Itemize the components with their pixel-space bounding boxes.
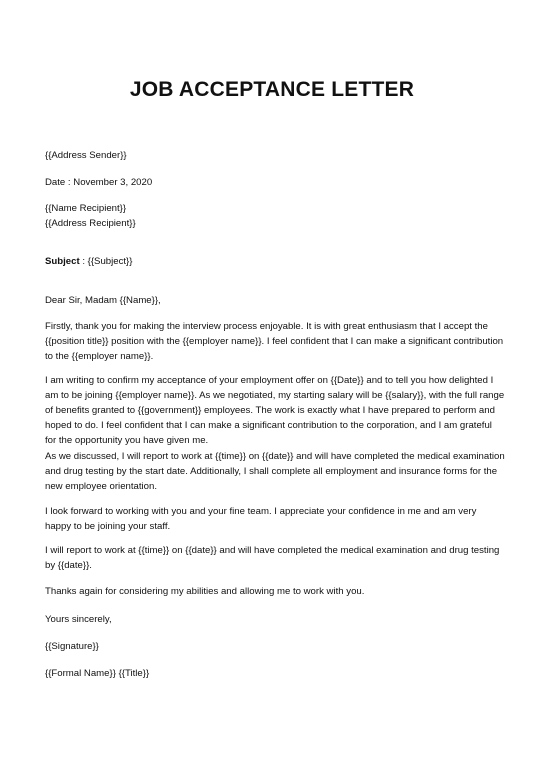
formal-name: {{Formal Name}} {{Title}}: [45, 668, 150, 679]
subject-value: : {{Subject}}: [79, 256, 133, 267]
paragraph-1: Firstly, thank you for making the interview process enjoyable. It is with great enthusiasm that I accept the {{position title}} position with the {{employer name}}. I feel confident that I can make a significant contribution to the {{employer name}}.: [45, 321, 504, 362]
paragraph-4: I look forward to working with you and your fine team. I appreciate your confidence in me and am very happy to be joining your staff.: [45, 506, 477, 532]
subject-line: [45, 254, 505, 269]
sender-address: {{Address Sender}}: [45, 150, 127, 161]
salutation: Dear Sir, Madam {{Name}},: [45, 295, 161, 306]
paragraph-5: I will report to work at {{time}} on {{date}} and will have completed the medical examination and drug testing by {{date}}.: [45, 545, 500, 571]
paragraph-2: I am writing to confirm my acceptance of your employment offer on {{Date}} and to tell you how delighted I am to be joining {{employer name}}. As we negotiated, my starting salary will be {{salary}}, with the full range of benefits granted to {{government}} employees. The work is exactly what I have prepared to perform and hoped to do. I feel confident that I can make a significant contribution to the corporation, and I am grateful for the opportunity you have given me.: [45, 375, 505, 446]
paragraph-6: Thanks again for considering my abilities and allowing me to work with you.: [45, 586, 365, 597]
paragraph-3: As we discussed, I will report to work at {{time}} on {{date}} and will have completed the medical examination and drug testing by the start date. Additionally, I shall complete all employment and insurance forms for the new employee orientation.: [45, 451, 505, 492]
signature: {{Signature}}: [45, 641, 99, 652]
letter-title: JOB ACCEPTANCE LETTER: [129, 78, 415, 101]
closing: Yours sincerely,: [45, 614, 112, 625]
date-line: Date : November 3, 2020: [45, 177, 153, 188]
subject-label: Subject: [45, 256, 80, 267]
recipient-address: {{Address Recipient}}: [45, 218, 136, 229]
recipient-name: {{Name Recipient}}: [45, 203, 127, 214]
